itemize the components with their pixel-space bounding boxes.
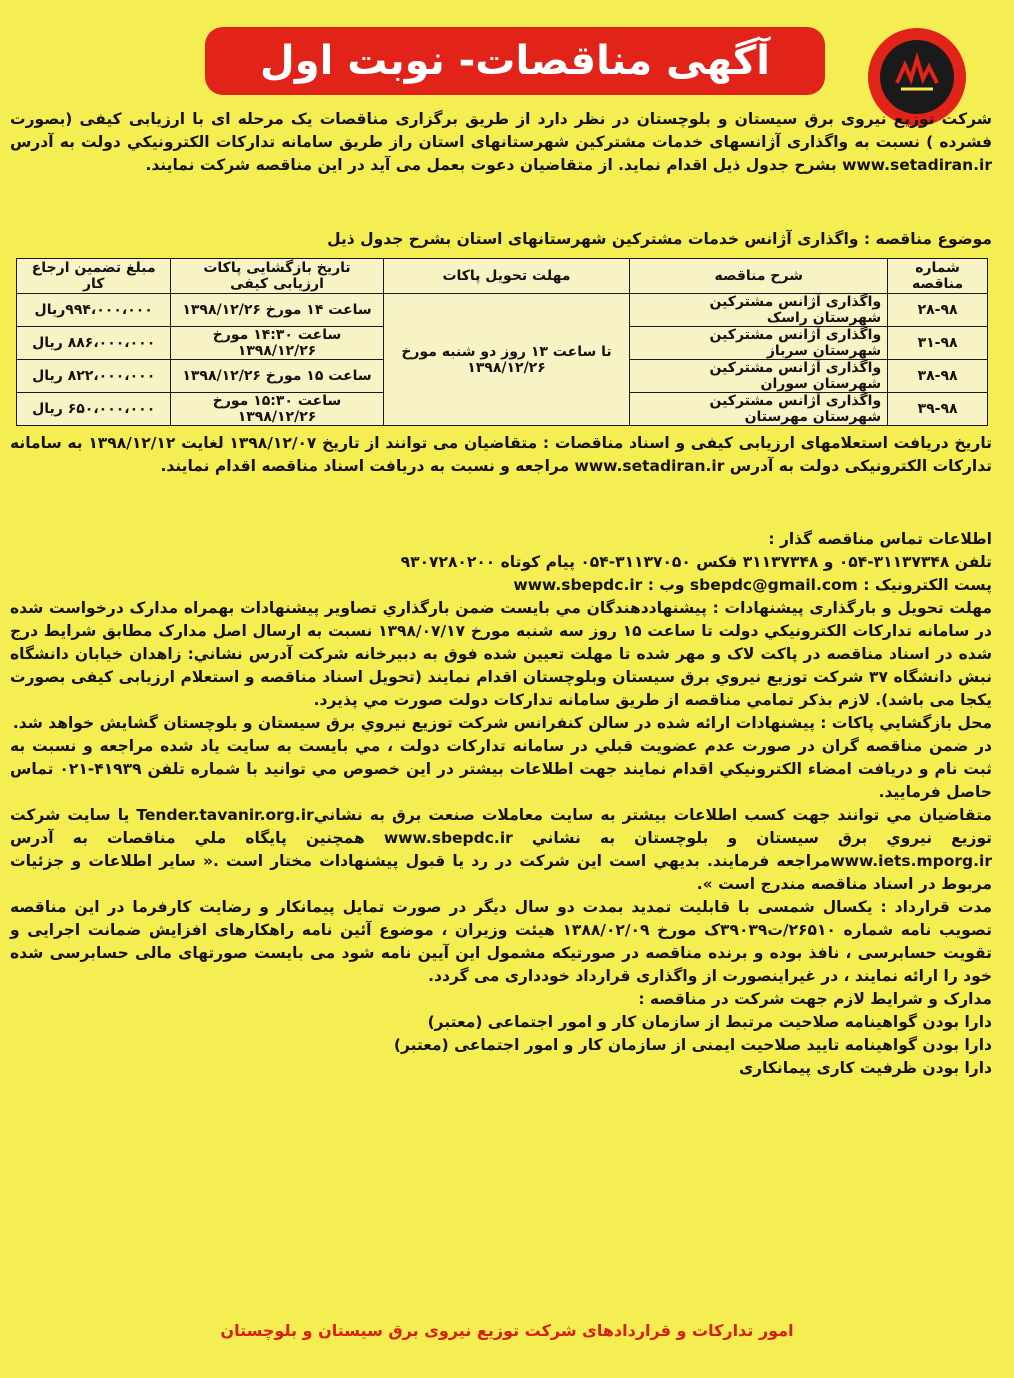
tender-description: واگذاری آژانس مشترکین شهرستان مهرستان — [630, 393, 888, 426]
tender-description: واگذاری آژانس مشترکین شهرستان راسک — [630, 294, 888, 327]
header-cell: شرح مناقصه — [630, 259, 888, 294]
guarantee-amount: ۹۹۴،۰۰۰،۰۰۰ریال — [17, 294, 171, 327]
contact-email: پست الکترونیک : sbepdc@gmail.com وب : www.sbepdc.ir — [513, 576, 992, 594]
requirements-title: مدارک و شرايط لازم جهت شرکت در مناقصه : — [638, 990, 992, 1008]
header-cell: شماره مناقصه — [888, 259, 988, 294]
opening-date: ساعت ۱۴ مورخ ۱۳۹۸/۱۲/۲۶ — [171, 294, 383, 327]
header-cell: تاریخ بازگشایی پاکات ارزیابی کیفی — [171, 259, 383, 294]
contract-paragraph: مدت قرارداد : يکسال شمسی با قابليت تمديد بمدت دو سال ديگر در صورت تمايل پيمانکار و رضايت کارفرما در اين مناقصه تصويب نامه شماره ۲۶۵۱۰/ت۳۹۰۳۹ک مورخ ۱۳۸۸/۰۲/۰۹ هيئت وزيران ، موضوع آئين نامه راهکارهای افزايش ضمانت اجرايی و تقويت حسابرسی ، نافذ بوده و برنده مناقصه در صورتيکه مشمول اين آيين نامه شود می بايست صورتهای مالی حسابرسی شده خود را ارائه نمايند ، در غيراينصورت از واگذاری قرارداد خودداری می گردد. — [10, 898, 992, 985]
tender-number: ۳۹-۹۸ — [888, 393, 988, 426]
tender-number: ۳۸-۹۸ — [888, 360, 988, 393]
tender-description: واگذاری آژانس مشترکین شهرستان سوران — [630, 360, 888, 393]
tender-number: ۲۸-۹۸ — [888, 294, 988, 327]
membership-paragraph: در ضمن مناقصه گران در صورت عدم عضويت قبلي در سامانه تدارکات دولت ، مي بايست به سايت ياد شده مراجعه و نسبت به ثبت نام و دريافت امضاء الکترونيکي اقدام نمايند جهت اطلاعات بيشتر در اين خصوص مي توانيد با شماره تلفن ۴۱۹۳۹-۰۲۱ تماس حاصل فرماييد. — [10, 737, 992, 801]
documents-receipt-paragraph: تاریخ دریافت استعلامهای ارزیابی کیفی و اسناد مناقصات : متقاضیان می توانند از تاریخ ۱۳۹۸/۱۲/۰۷ لغایت ۱۳۹۸/۱۲/۱۲ به سامانه تدارکات الکترونیکی دولت به آدرس www.setadiran.ir مراجعه و نسبت به دریافت اسناد مناقصه اقدام نمایند. — [10, 434, 992, 475]
delivery-deadline: تا ساعت ۱۳ روز دو شنبه مورخ ۱۳۹۸/۱۲/۲۶ — [383, 294, 630, 426]
opening-place-paragraph: محل بازگشايي پاکات : پيشنهادات ارائه شده در سالن کنفرانس شرکت توزيع نيروي برق سيستان و بلوچستان گشايش خواهد شد. — [12, 714, 992, 732]
guarantee-amount: ۸۲۲،۰۰۰،۰۰۰ ریال — [17, 360, 171, 393]
table-row — [17, 294, 988, 327]
body-paragraphs — [10, 504, 992, 1080]
contact-title: اطلاعات تماس مناقصه گذار : — [768, 530, 992, 548]
opening-date: ساعت ۱۵ مورخ ۱۳۹۸/۱۲/۲۶ — [171, 360, 383, 393]
contact-phone: تلفن ۳۱۱۳۷۳۴۸-۰۵۴ و ۳۱۱۳۷۳۴۸ فکس ۳۱۱۳۷۰۵۰-۰۵۴ پیام کوتاه ۹۳۰۷۲۸۰۲۰۰ — [400, 553, 992, 571]
more-info-paragraph: متقاضيان مي توانند جهت کسب اطلاعات بيشتر به سايت معاملات صنعت برق به نشانيTender.tavanir.org.ir يا سايت شرکت توزيع نيروي برق سيستان و بلوچستان به نشاني www.sbepdc.ir همچنين پايگاه ملي مناقصات به آدرس www.iets.mporg.irمراجعه فرمايند. بديهي است اين شرکت در رد يا قبول پيشنهادات مختار است .« ساير اطلاعات و جزئيات مربوط در اسناد مناقصه مندرج است ». — [10, 806, 992, 893]
header-cell: مهلت تحویل پاکات — [383, 259, 630, 294]
requirement-item: دارا بودن گواهينامه تاييد صلاحيت ايمنی از سازمان کار و امور اجتماعی (معتبر) — [393, 1036, 992, 1054]
notice-title: آگهی مناقصات- نوبت اول — [260, 38, 770, 84]
submission-paragraph: مهلت تحویل و بارگذاری پیشنهادات : پیشنهاددهندگان مي بايست ضمن بارگذاري تصاوير پيشنهادات بهمراه مدارک درخواست شده در سامانه تدارکات الکترونيکي دولت تا ساعت ۱۵ روز سه شنبه مورخ ۱۳۹۸/۰۷/۱۷ نسبت به ارسال اصل مدارک مطابق شرایط درج شده در اسناد مناقصه در پاکت لاک و مهر شده تا مهلت تعیین شده فوق به دبیرخانه شرکت آدرس نشاني: زاهدان خيابان دانشگاه نبش دانشگاه ۳۷ شرکت توزيع نيروي برق سيستان وبلوچستان اقدام نمايند (تحويل اسناد مناقصه و استعلام ارزیابی کیفی بصورت یکجا می باشد). لازم بذکر تمامي مناقصه از طريق سامانه تدارکات دولت صورت مي پذيرد. — [10, 599, 993, 709]
requirement-item: دارا بودن گواهينامه صلاحيت مرتبط از سازمان کار و امور اجتماعی (معتبر) — [427, 1013, 992, 1031]
tenders-table — [16, 258, 988, 426]
header-cell: مبلغ تضمین ارجاع کار — [17, 259, 171, 294]
opening-date: ساعت ۱۵:۳۰ مورخ ۱۳۹۸/۱۲/۲۶ — [171, 393, 383, 426]
opening-date: ساعت ۱۴:۳۰ مورخ ۱۳۹۸/۱۲/۲۶ — [171, 327, 383, 360]
tender-description: واگذاری آژانس مشترکین شهرستان سرباز — [630, 327, 888, 360]
tender-number: ۳۱-۹۸ — [888, 327, 988, 360]
footer-issuer: امور تدارکات و قراردادهای شرکت توزیع نیروی برق سیستان و بلوچستان — [220, 1321, 794, 1340]
guarantee-amount: ۸۸۶،۰۰۰،۰۰۰ ریال — [17, 327, 171, 360]
table-header-row — [17, 259, 988, 294]
intro-paragraph: شرکت توزیع نیروی برق سیستان و بلوچستان در نظر دارد از طریق برگزاری مناقصات یک مرحله ای با ارزیابی کیفی (بصورت فشرده ) نسبت به واگذاری آژانسهای خدمات مشترکین شهرستانهای استان راز طریق سامانه تدارکات الکترونیکي دولت به آدرس www.setadiran.ir بشرح جدول ذیل اقدام نماید. از متقاضیان دعوت بعمل می آید در این مناقصه شرکت نمایند. — [10, 110, 992, 174]
notice-title-banner — [205, 27, 825, 95]
requirement-item: دارا بودن ظرفيت کاری پيمانکاری — [738, 1059, 992, 1077]
guarantee-amount: ۶۵۰،۰۰۰،۰۰۰ ریال — [17, 393, 171, 426]
subject-line: موضوع مناقصه : واگذاری آژانس خدمات مشترکین شهرستانهای استان بشرح جدول ذیل — [327, 230, 992, 248]
